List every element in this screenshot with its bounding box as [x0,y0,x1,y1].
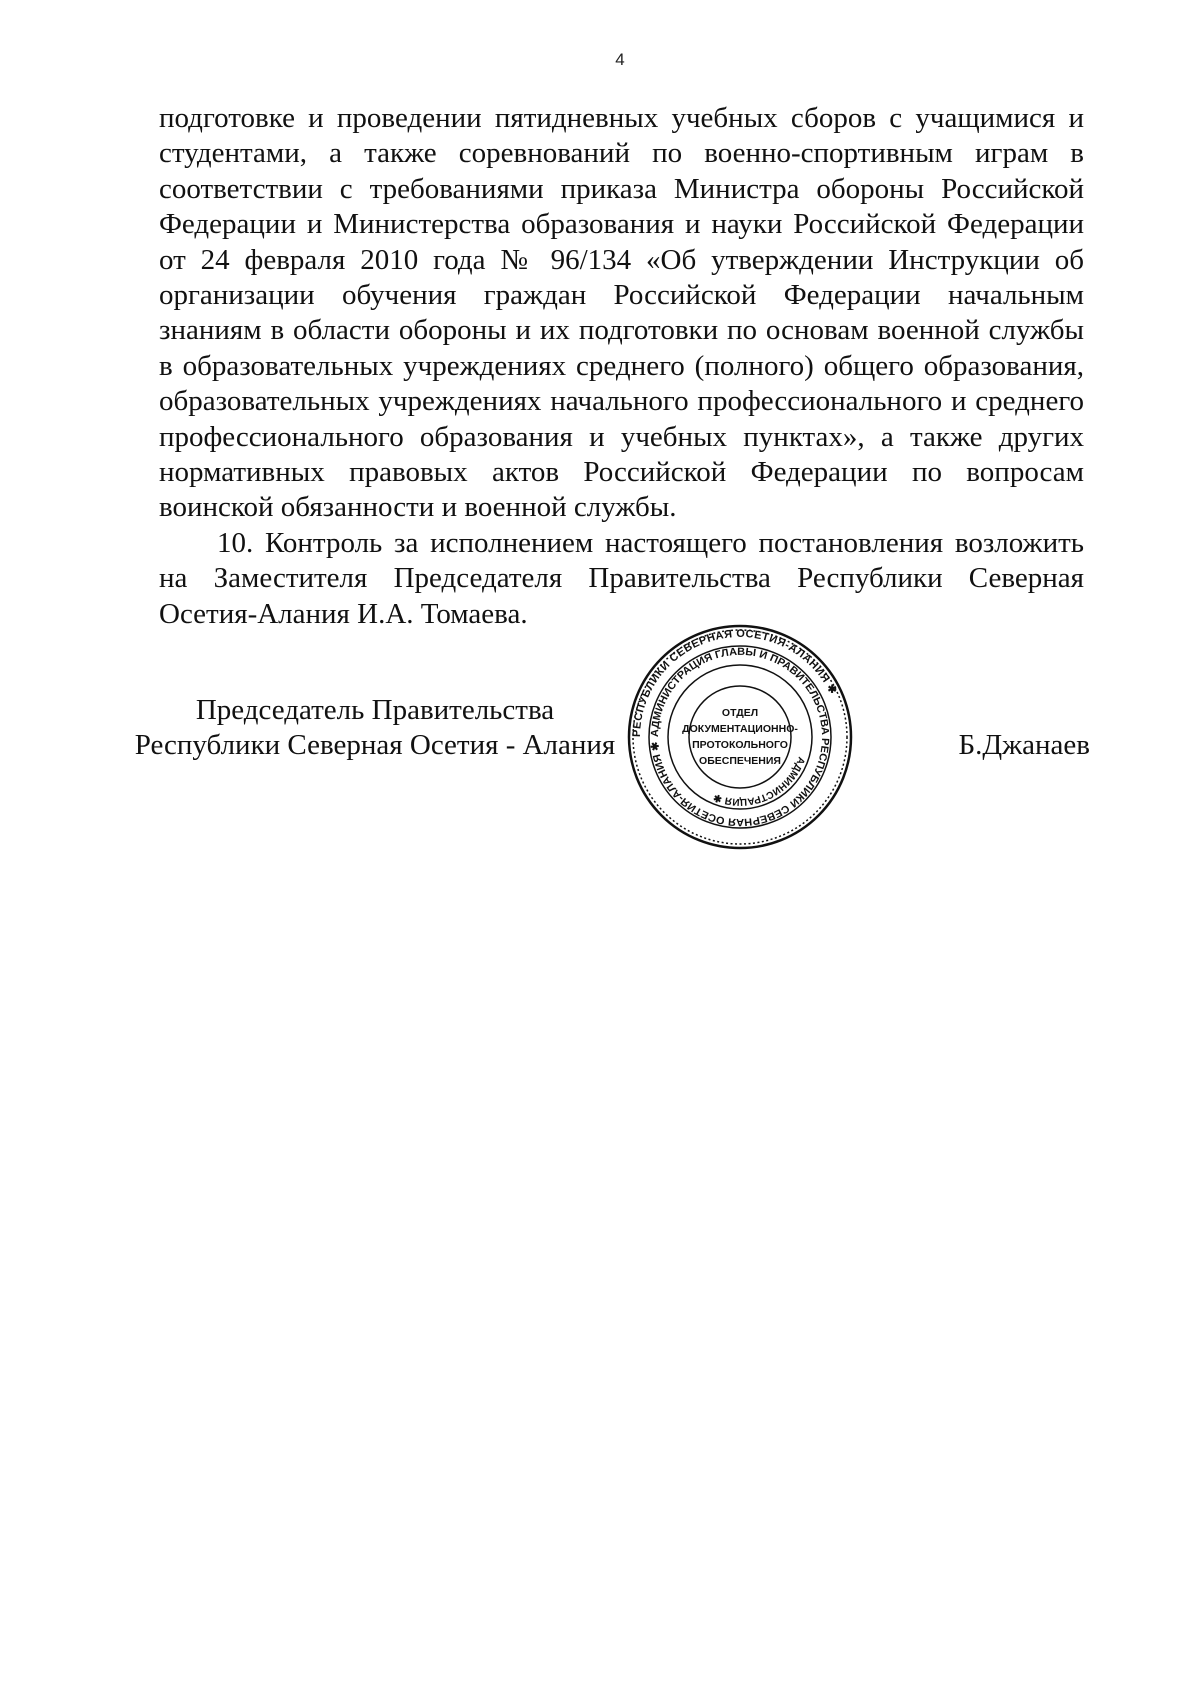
seal-stamp-graphic [627,624,853,850]
signer-name: Б.Джанаев [958,729,1090,761]
signer-title [130,693,620,764]
paragraph-continuation: подготовке и проведении пятидневных учебных сборов с учащимися и студентами, а также соревнований по военно-спортивным играм в соответствии с требованиями приказа Министра обороны Российской Федерации и Министерства образования и науки Российской Федерации от 24 февраля 2010 года № 96/134 «Об утверждении Инструкции об организации обучения граждан Российской Федерации начальным знаниям в области обороны и их подготовки по основам военной службы в образовательных учреждениях среднего (полного) общего образования, образовательных учреждениях начального профессионального и среднего профессионального образования и учебных пунктах», а также других нормативных правовых актов Российской Федерации по вопросам воинской обязанности и военной службы. [159,102,1084,524]
seal-center-line-3: ПРОТОКОЛЬНОГО [692,739,788,751]
seal-outer-ring-text: РЕСПУБЛИКИ СЕВЕРНАЯ ОСЕТИЯ-АЛАНИЯ ✱ [630,627,839,738]
signer-title-line-2: Республики Северная Осетия - Алания [134,729,616,762]
seal-middle-ring-text: АДМИНИСТРАЦИЯ ГЛАВЫ И ПРАВИТЕЛЬСТВА РЕСПУБЛИКИ СЕВЕРНАЯ ОСЕТИЯ-АЛАНИЯ ✱ [648,645,832,829]
seal-center-line-1: ОТДЕЛ [721,707,759,719]
signer-title-line-1: Председатель Правительства [195,694,555,726]
seal-center-line-4: ОБЕСПЕЧЕНИЯ [699,755,781,767]
seal-outer-border [629,626,851,848]
seal-center-text [682,707,798,767]
seal-inner-ring-text: АДМИНИСТРАЦИЯ ✱ [712,755,807,808]
document-body [159,101,1084,632]
page-number: 4 [615,50,625,69]
seal-ring-divider-3 [689,686,791,788]
official-seal [627,624,853,850]
seal-center-line-2: ДОКУМЕНТАЦИОННО- [682,723,798,735]
paragraph-10: 10. Контроль за исполнением настоящего постановления возложить на Заместителя Председателя Правительства Республики Северная Осетия-Алания И.А. Томаева. [159,526,1084,630]
